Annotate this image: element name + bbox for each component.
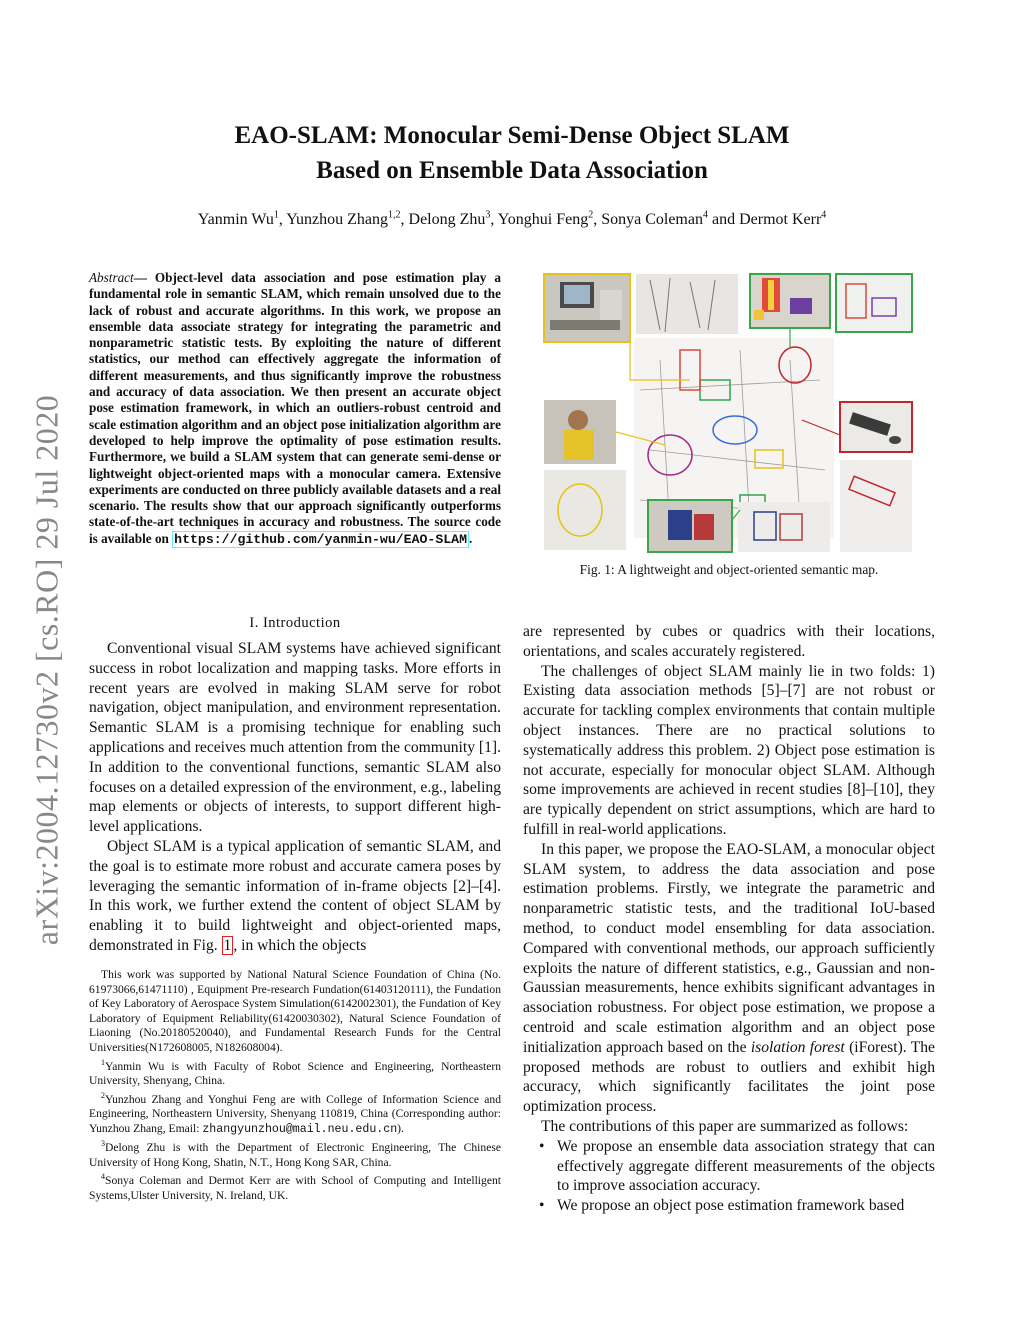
contribution-item: • We propose an object pose estimation framework based — [557, 1196, 935, 1216]
right-paragraph-4: The contributions of this paper are summarized as follows: — [541, 1117, 909, 1135]
footnote-3: $^3$Delong Zhu is with the Department of Electronic Engineering, The Chinese University of Hong Kong, Shatin, N.T., Hong Kong SAR, China. — [89, 1139, 501, 1169]
photo-books — [648, 500, 732, 552]
abstract-text: Object-level data association and pose estimation play a fundamental role in semantic SLAM, which remain unsolved due to the lack of robust and accurate algorithms. In this work, we propose an ensemble data associate strategy for integrating the parametric and nonparametric statistic tests. By exploiting the nature of different statistics, our method can effectively aggregate the information of different measurements, and thus significantly improve the robustness and accuracy of data association. We then present an accurate object pose estimation framework, in which an outliers-robust centroid and scale estimation algorithm and an object pose initialization algorithm are developed to help improve the optimality of pose estimation results. Furthermore, we build a SLAM system that can generate semi-dense or lightweight object-oriented maps with a monocular camera. Extensive experiments are conducted on three publicly available datasets and a real scenario. The results show that our approach significantly outperforms state-of-the-art techniques in accuracy and robustness. The source code is available on — [89, 270, 501, 546]
contribution-item: • We propose an ensemble data association strategy that can effectively aggregate different measurements of the objects to improve association accuracy. — [557, 1137, 935, 1196]
author-6: Dermot Kerr$^4$ — [739, 210, 827, 229]
photo-plant-cloud — [544, 470, 626, 550]
photo-toys — [750, 274, 830, 328]
right-paragraph-2: The challenges of object SLAM mainly lie in two folds: 1) Existing data association methods [5]–[7] are not robust or accurate for tackling complex environments that contain multiple object instances. There are no practical solutions to systematically address this problem. 2) Object pose estimation is not accurate, especially for monocular object SLAM. Although some improvements are achieved in recent studies [8]–[10], they are typically dependent on strict assumptions, which are hard to fulfill in real-world applications. — [523, 662, 935, 838]
photo-keyboard-cloud — [840, 460, 912, 552]
footnote-1: $^1$Yanmin Wu is with Faculty of Robot Science and Engineering, Northeastern University, Shenyang, China. — [89, 1057, 501, 1088]
title-line-1: EAO-SLAM: Monocular Semi-Dense Object SLAM — [234, 122, 790, 149]
photo-point-cloud-top — [636, 274, 738, 334]
footnotes — [89, 968, 501, 1203]
intro-paragraph-1: Conventional visual SLAM systems have achieved significant success in robot localization and mapping tasks. More efforts in recent years are evolved in making SLAM serve for robot navigation, object manipulation, and environment representation. Semantic SLAM is a promising technique for enabling such applications and receives much attention from the community [1]. In addition to the conventional functions, semantic SLAM also focuses on a detailed expression of the environment, e.g., labeling map elements or objects of interests, to support different high-level applications. — [89, 640, 501, 836]
paper-title — [0, 118, 1024, 188]
photo-toys-cloud — [836, 274, 912, 332]
intro-body — [89, 639, 501, 956]
author-2: Yunzhou Zhang$^{1,2}$, — [286, 210, 409, 229]
author-3: Delong Zhu$^3$, — [408, 210, 498, 229]
footnote-support: This work was supported by National Natural Science Foundation of China (No. 61973066,61471110) , Equipment Pre-research Fundation(61403120111), the Fundation of Key Laboratory of Aerospace System Simulation(6142002301), the Fundation of Key Laboratory of Equipment Reliability(61420030302), Natural Science Foundation of Liaoning (No.20180520040), and Fundamental Research Funds for the Central Universities(N172608005, N182608004). — [89, 968, 501, 1054]
figure-1-reference-link[interactable]: 1 — [223, 936, 232, 954]
abstract-label: Abstract — [89, 270, 134, 285]
right-column-body — [523, 622, 935, 1216]
author-5: Sonya Coleman$^4$ and — [601, 210, 740, 229]
semantic-map-illustration — [540, 270, 920, 560]
right-paragraph-1: are represented by cubes or quadrics with their locations, orientations, and scales accurately registered. — [523, 623, 935, 660]
arxiv-stamp — [18, 365, 76, 975]
footnote-2: $^2$Yunzhou Zhang and Yonghui Feng are with College of Information Science and Engineering, Northeastern University, Shenyang 110819, China (Corresponding author: Yunzhou Zhang, Email: zhangyunzhou@mail.neu.edu.cn). — [89, 1090, 501, 1136]
source-code-link[interactable]: https://github.com/yanmin-wu/EAO-SLAM — [174, 531, 467, 547]
intro-paragraph-2: Object SLAM is a typical application of semantic SLAM, and the goal is to estimate more robust and accurate camera poses by leveraging the semantic information of in-frame objects [2]–[4]. In this work, we further extend the content of object SLAM by enabling it to build lightweight and object-oriented maps, demonstrated in Fig. 1 , in which the objects — [89, 837, 501, 954]
abstract: Abstract— Object-level data association and pose estimation play a fundamental role in semantic SLAM, which remain unsolved due to the lack of robust and accurate algorithms. In this work, we propose an ensemble data associate strategy for integrating the parametric and nonparametric statistic tests. By exploiting the nature of different statistics, our method can effectively aggregate the information of different measurements, and thus significantly improve the robustness and accuracy of data association. We then present an accurate object pose estimation framework, in which an outliers-robust centroid and scale estimation algorithm and an object pose initialization algorithm are developed to help improve the optimality of pose estimation results. Furthermore, we build a SLAM system that can generate semi-dense or lightweight object-oriented maps with a monocular camera. Extensive experiments are conducted on three publicly available datasets and a real scenario. The results show that our approach significantly outperforms state-of-the-art techniques in accuracy and robustness. The source code is available on https://github.com/yanmin-wu/EAO-SLAM . — [89, 270, 501, 547]
photo-desk-monitor — [544, 274, 630, 342]
contributions-list — [523, 1137, 935, 1216]
author-1: Yanmin Wu$^1$, — [197, 210, 287, 229]
figure-1-semantic-map — [540, 270, 920, 560]
right-paragraph-3: In this paper, we propose the EAO-SLAM, a monocular object SLAM system, to address the data association and pose estimation problems. Firstly, we integrate the parametric and nonparametric statistic tests, and the traditional IoU-based method, to conduct model ensembling for data association. Compared with conventional methods, our approach sufficiently exploits the nature of different statistics, e.g., Gaussian and non-Gaussian measurements, hence exhibits significant advantages in association robustness. For object pose estimation, we propose a centroid and scale estimation algorithm and an object pose initialization approach based on the isolation forest (iForest). The proposed methods are robust to outliers and exhibit high accuracy, which significantly facilitates the joint pose optimization process. — [523, 840, 935, 1116]
arxiv-stamp-text: arXiv:2004.12730v2 [cs.RO] 29 Jul 2020 — [28, 394, 65, 946]
figure-1-caption: Fig. 1: A lightweight and object-oriented semantic map. — [579, 562, 879, 577]
footnote-4: $^4$Sonya Coleman and Dermot Kerr are with School of Computing and Intelligent Systems,Ulster University, N. Ireland, UK. — [89, 1172, 501, 1202]
photo-keyboard — [840, 402, 912, 452]
photo-person — [544, 400, 616, 464]
author-4: Yonghui Feng$^2$, — [497, 210, 602, 229]
photo-books-cloud — [738, 502, 830, 552]
title-line-2: Based on Ensemble Data Association — [316, 157, 708, 184]
author-list — [0, 210, 1024, 229]
section-heading-introduction: I. Introduction — [249, 615, 341, 631]
corresponding-email[interactable]: zhangyunzhou@mail.neu.edu.cn — [202, 1122, 398, 1136]
